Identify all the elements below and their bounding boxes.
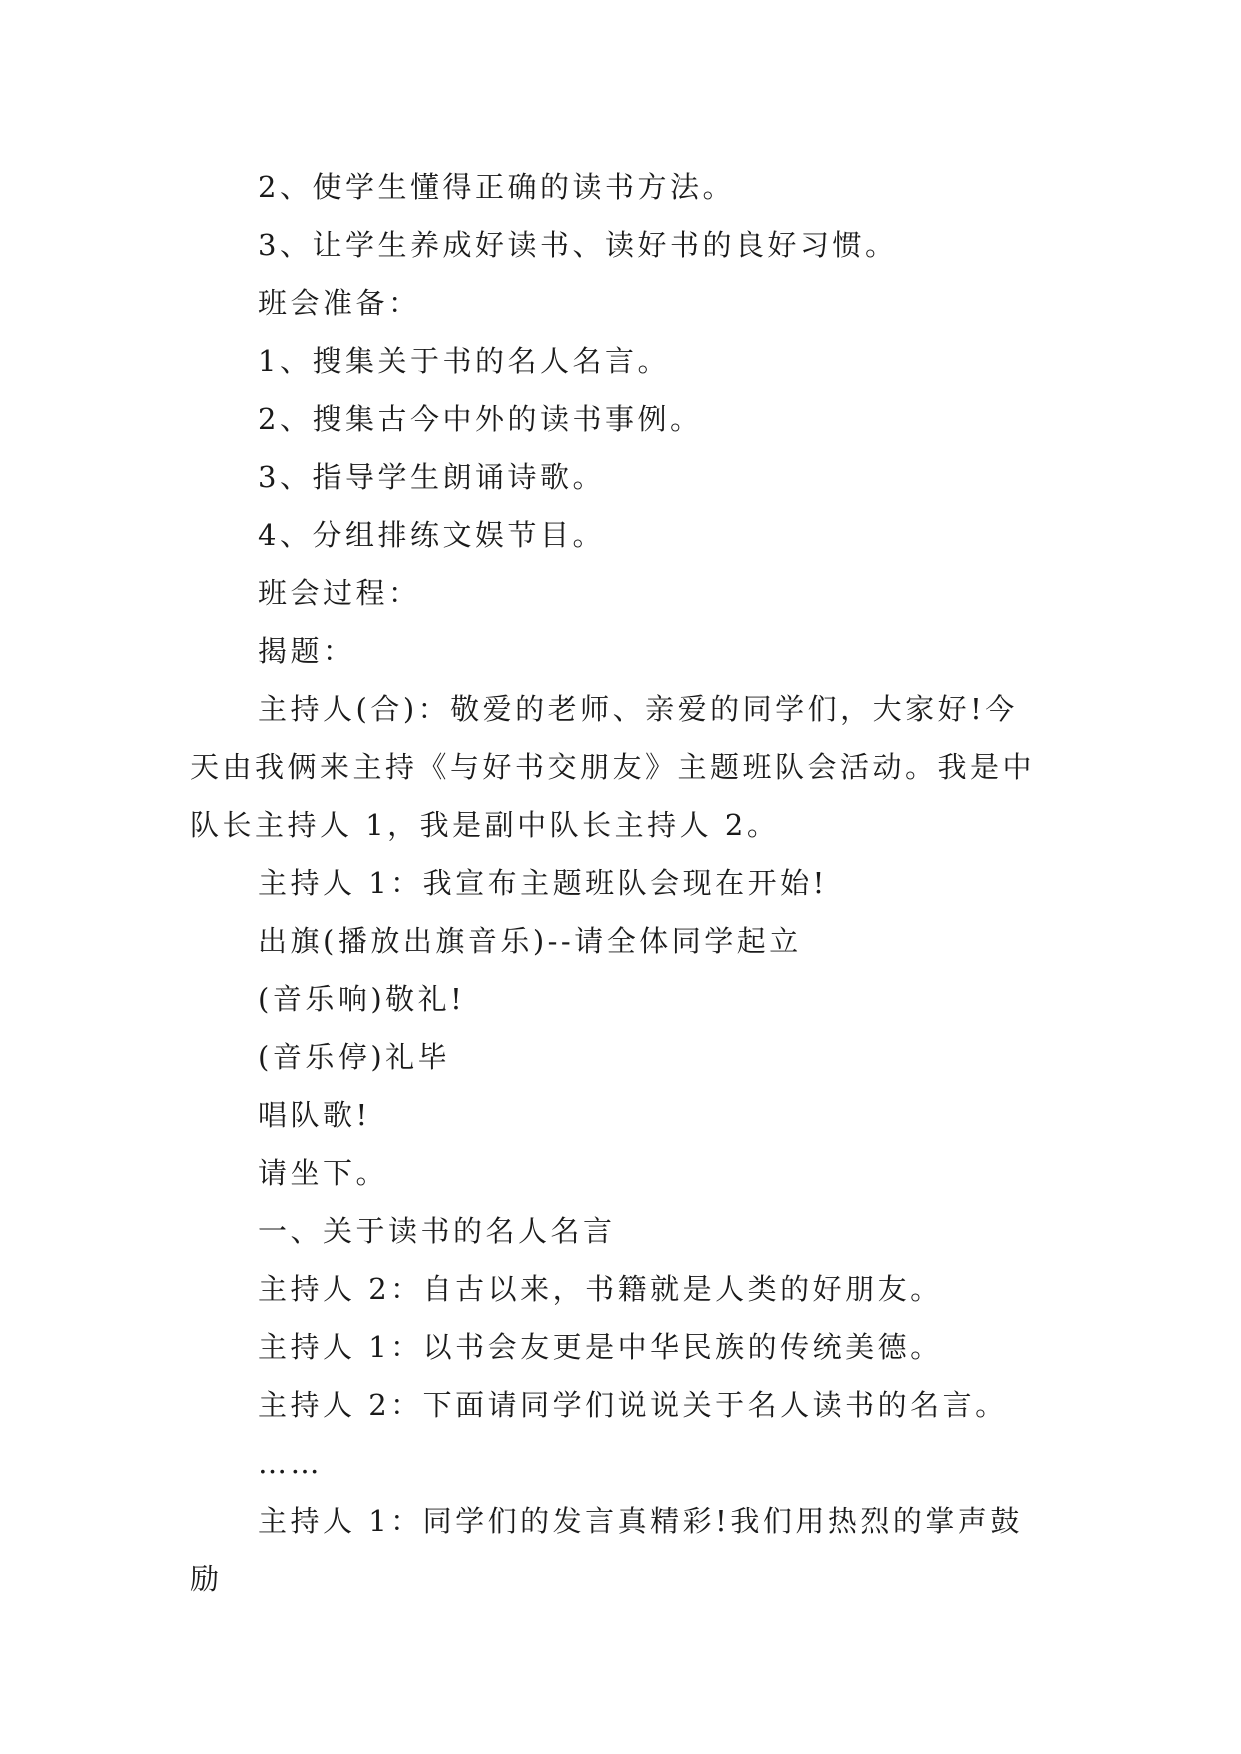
- paragraph-host2-quotes: 主持人 2：下面请同学们说说关于名人读书的名言。: [258, 1388, 1008, 1422]
- paragraph-host2-books: 主持人 2：自古以来，书籍就是人类的好朋友。: [258, 1272, 943, 1306]
- paragraph-objective-3: 3、让学生养成好读书、读好书的良好习惯。: [258, 228, 898, 262]
- paragraph-prep-2: 2、搜集古今中外的读书事例。: [258, 402, 703, 436]
- paragraph-prep-1: 1、搜集关于书的名人名言。: [258, 344, 670, 378]
- paragraph-flag-raising: 出旗(播放出旗音乐)--请全体同学起立: [258, 924, 802, 958]
- paragraph-salute: (音乐响)敬礼!: [258, 982, 466, 1016]
- heading-reveal-topic: 揭题：: [258, 634, 356, 668]
- document-body: [190, 158, 1050, 1608]
- paragraph-host1-applause: 主持人 1：同学们的发言真精彩!我们用热烈的掌声鼓励: [190, 1504, 1023, 1596]
- paragraph-hosts-opening: 主持人(合)：敬爱的老师、亲爱的同学们，大家好!今天由我俩来主持《与好书交朋友》主题班队会活动。我是中队长主持人 1，我是副中队长主持人 2。: [190, 692, 1036, 842]
- paragraph-host1-virtue: 主持人 1：以书会友更是中华民族的传统美德。: [258, 1330, 943, 1364]
- paragraph-prep-3: 3、指导学生朗诵诗歌。: [258, 460, 605, 494]
- heading-process: 班会过程：: [258, 576, 421, 610]
- paragraph-salute-end: (音乐停)礼毕: [258, 1040, 451, 1074]
- paragraph-objective-2: 2、使学生懂得正确的读书方法。: [258, 170, 735, 204]
- heading-section-1: 一、关于读书的名人名言: [258, 1214, 616, 1248]
- paragraph-ellipsis: ……: [258, 1446, 323, 1480]
- paragraph-team-song: 唱队歌!: [258, 1098, 371, 1132]
- heading-preparation: 班会准备：: [258, 286, 421, 320]
- paragraph-prep-4: 4、分组排练文娱节目。: [258, 518, 605, 552]
- paragraph-host1-announce: 主持人 1：我宣布主题班队会现在开始!: [258, 866, 828, 900]
- paragraph-sit-down: 请坐下。: [258, 1156, 389, 1190]
